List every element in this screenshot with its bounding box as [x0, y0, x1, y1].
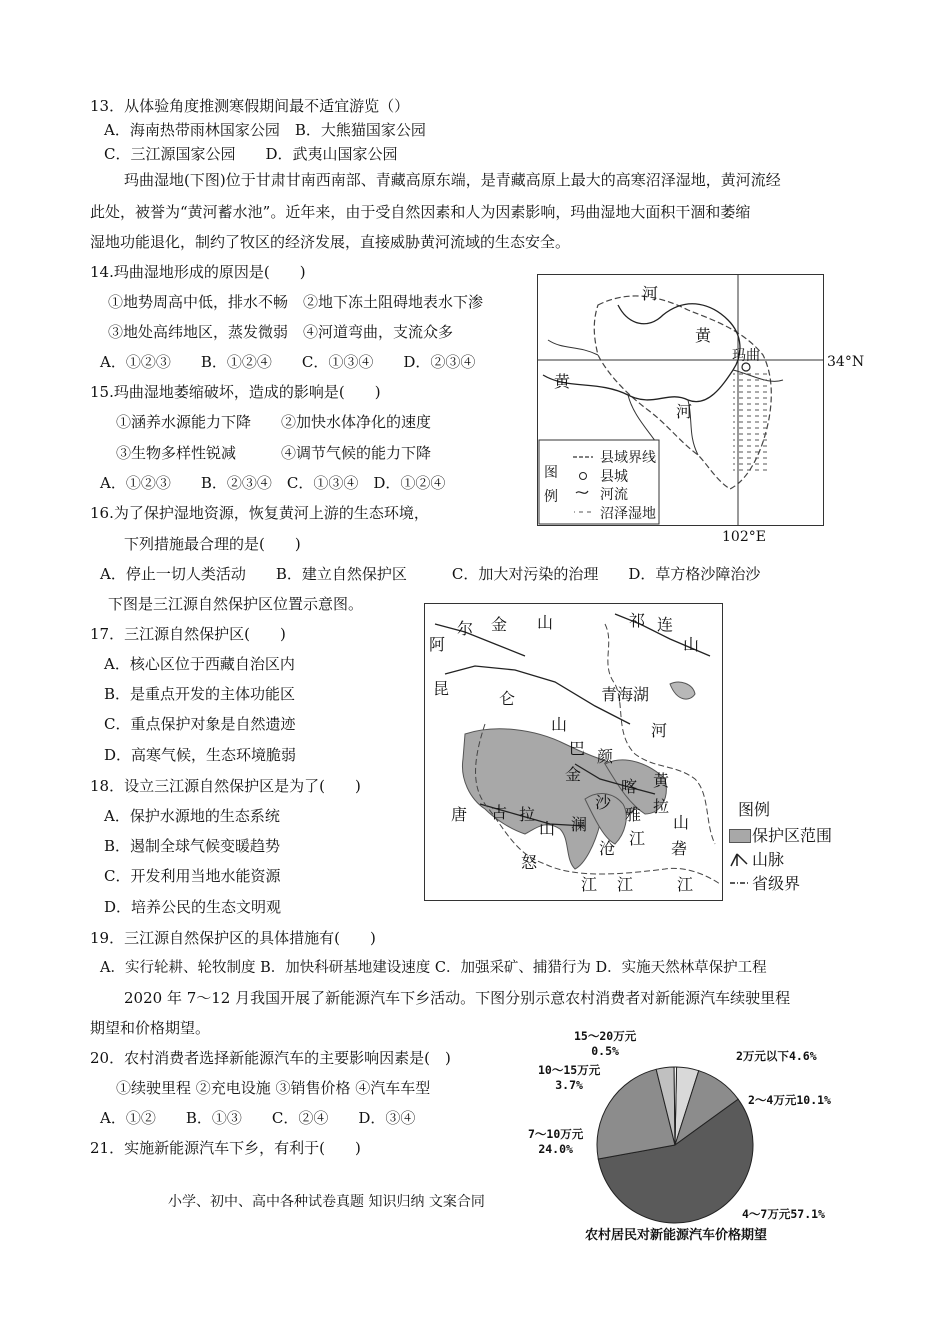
map2-label-ya: 雅 — [625, 805, 642, 824]
q15-item-line1: ①涵养水源能力下降 ②加快水体净化的速度 — [116, 413, 432, 431]
mountain-icon — [729, 852, 751, 868]
q18-option-a: A．保护水源地的生态系统 — [104, 807, 280, 825]
passage2-line2: 期望和价格期望。 — [90, 1019, 211, 1037]
map2-label-jiang-3: 江 — [581, 875, 598, 894]
q20-items: ①续驶里程 ②充电设施 ③销售价格 ④汽车车型 — [116, 1079, 431, 1097]
pie-label-10-15 — [538, 1062, 600, 1092]
map2-label-lun: 仑 — [499, 689, 516, 708]
q17-intro: 下图是三江源自然保护区位置示意图。 — [108, 595, 364, 613]
border-line-icon — [729, 878, 751, 888]
q18-option-c: C．开发利用当地水能资源 — [104, 867, 281, 885]
pie-label-15-20-cat: 15～20万元 — [574, 1029, 637, 1043]
map2-label-qinghai-lake: 青海湖 — [601, 685, 650, 704]
maqu-wetland-map — [537, 274, 824, 526]
q18-option-b: B．遏制全球气候变暖趋势 — [104, 837, 281, 855]
map1-legend-county-seat: 县城 — [600, 469, 628, 485]
map2-label-jiang-2: 江 — [677, 875, 694, 894]
q14-item-line1: ①地势周高中低，排水不畅 ②地下冻土阻碍地表水下渗 — [108, 293, 484, 311]
q14-stem: 14.玛曲湿地形成的原因是( ) — [90, 263, 306, 281]
map1-legend-county-border: 县域界线 — [600, 450, 656, 466]
map1-legend-river: 河流 — [600, 487, 628, 503]
map2-legend-border: 省级界 — [752, 874, 801, 893]
map2-label-sha: 沙 — [595, 793, 612, 812]
pie-label-under-2-cat: 2万元以下 — [736, 1049, 789, 1063]
pie-label-4-7 — [742, 1206, 825, 1222]
q16-stem: 16.为了保护湿地资源，恢复黄河上游的生态环境， — [90, 504, 429, 522]
q15-options: A．①②③ B．②③④ C．①③④ D．①②④ — [100, 474, 446, 492]
map1-legend-marsh: 沼泽湿地 — [600, 506, 656, 522]
q20-options: A．①② B．①③ C．②④ D．③④ — [100, 1109, 416, 1127]
pie-label-under-2 — [736, 1048, 817, 1064]
map2-label-long: 砻 — [671, 839, 688, 858]
map2-label-a: 阿 — [429, 635, 446, 654]
map2-label-kun: 昆 — [433, 679, 450, 698]
price-expectation-pie-chart — [590, 1060, 760, 1230]
map1-city-maqu: 玛曲 — [732, 348, 760, 364]
map2-legend-reserve: 保护区范围 — [752, 826, 833, 845]
pie-label-under-2-val: 4.6% — [788, 1049, 817, 1063]
q20-stem: 20．农村消费者选择新能源汽车的主要影响因素是( ) — [90, 1049, 451, 1067]
map2-label-jiang-4: 江 — [617, 875, 634, 894]
map2-label-tang: 唐 — [451, 805, 468, 824]
pie-label-2-4-val: 10.1% — [796, 1093, 831, 1107]
map2-label-er: 尔 — [457, 619, 474, 638]
map1-river-label-3: 黄 — [554, 372, 571, 391]
pie-label-7-10-val: 24.0% — [538, 1142, 573, 1156]
sanjiangyuan-map — [424, 603, 723, 901]
map1-legend-title: 图例 — [544, 465, 558, 505]
q17-option-b: B．是重点开发的主体功能区 — [104, 685, 296, 703]
q15-item-line2: ③生物多样性锐减 ④调节气候的能力下降 — [116, 444, 432, 462]
q17-stem: 17．三江源自然保护区( ) — [90, 625, 286, 643]
passage1-line1: 玛曲湿地(下图)位于甘肃甘南西南部、青藏高原东端，是青藏高原上最大的高寒沼泽湿地，黄河流经 — [124, 171, 781, 189]
q16-stem2: 下列措施最合理的是( ) — [124, 535, 301, 553]
pie-label-15-20-val: 0.5% — [591, 1044, 619, 1058]
pie-label-4-7-cat: 4～7万元 — [742, 1207, 791, 1221]
map2-label-shan-4: 山 — [539, 819, 556, 838]
map2-label-shan-2: 山 — [683, 635, 700, 654]
pie-label-4-7-val: 57.1% — [790, 1207, 825, 1221]
pie-label-2-4 — [748, 1092, 831, 1108]
q19-stem: 19．三江源自然保护区的具体措施有( ) — [90, 929, 376, 947]
map1-river-label-2: 黄 — [695, 326, 712, 345]
pie-label-7-10 — [528, 1126, 583, 1156]
map2-label-huang: 黄 — [653, 771, 670, 790]
map2-legend-mountain: 山脉 — [752, 850, 785, 869]
q13-options-cd: C．三江源国家公园 D．武夷山国家公园 — [104, 145, 398, 163]
map1-latitude-label: 34°N — [827, 354, 865, 370]
map2-label-shan-1: 山 — [537, 613, 554, 632]
q16-options: A．停止一切人类活动 B．建立自然保护区 C．加大对污染的治理 D．草方格沙障治沙 — [100, 565, 761, 583]
pie-label-10-15-val: 3.7% — [555, 1078, 583, 1092]
map2-label-shan-5: 山 — [673, 813, 690, 832]
q13-options-ab: A．海南热带雨林国家公园 B．大熊猫国家公园 — [104, 121, 426, 139]
map1-longitude-label: 102°E — [722, 529, 766, 545]
footer-text: 小学、初中、高中各种试卷真题 知识归纳 文案合同 — [168, 1194, 485, 1210]
q18-option-d: D．培养公民的生态文明观 — [104, 898, 282, 916]
map2-label-ba: 巴 — [569, 739, 586, 758]
pie-label-15-20 — [574, 1028, 636, 1058]
map1-river-label-1: 河 — [642, 284, 659, 303]
pie-label-10-15-cat: 10～15万元 — [538, 1063, 601, 1077]
q14-options: A．①②③ B．①②④ C．①③④ D．②③④ — [100, 353, 476, 371]
map2-label-jin-2: 金 — [565, 765, 582, 784]
map2-legend-swatch-reserve — [729, 829, 751, 843]
map2-label-la-2: 拉 — [653, 797, 670, 816]
pie-label-2-4-cat: 2～4万元 — [748, 1093, 797, 1107]
passage2-line1: 2020 年 7～12 月我国开展了新能源汽车下乡活动。下图分别示意农村消费者对新能源汽车续驶里程 — [124, 989, 791, 1007]
q13-stem: 13．从体验角度推测寒假期间最不适宜游览（） — [90, 97, 410, 115]
pie-chart-title: 农村居民对新能源汽车价格期望 — [585, 1228, 768, 1243]
q14-item-line2: ③地处高纬地区，蒸发微弱 ④河道弯曲，支流众多 — [108, 323, 454, 341]
map2-label-ka: 喀 — [621, 777, 638, 796]
q17-option-a: A．核心区位于西藏自治区内 — [104, 655, 295, 673]
map2-label-yan: 颜 — [597, 747, 614, 766]
map2-label-he: 河 — [651, 721, 668, 740]
map1-river-label-4: 河 — [676, 402, 693, 421]
q19-options: A．实行轮耕、轮牧制度 B．加快科研基地建设速度 C．加强采矿、捕猎行为 D．实施天然林草保护工程 — [100, 960, 767, 976]
q18-stem: 18．设立三江源自然保护区是为了( ) — [90, 777, 361, 795]
passage1-line3: 湿地功能退化，制约了牧区的经济发展，直接威胁黄河流域的生态安全。 — [90, 233, 571, 251]
map2-label-lan: 澜 — [571, 815, 588, 834]
q17-option-d: D．高寒气候，生态环境脆弱 — [104, 746, 297, 764]
map2-label-jiang-1: 江 — [629, 829, 646, 848]
map2-legend-title: 图例 — [738, 800, 771, 819]
q17-option-c: C．重点保护对象是自然遗迹 — [104, 715, 296, 733]
map2-label-shan-3: 山 — [551, 715, 568, 734]
map2-label-la: 拉 — [519, 805, 536, 824]
q15-stem: 15.玛曲湿地萎缩破坏，造成的影响是( ) — [90, 383, 381, 401]
map2-label-qi: 祁 — [629, 611, 646, 630]
map2-label-gu: 古 — [491, 803, 508, 822]
map2-label-jin: 金 — [491, 615, 508, 634]
map2-label-cang: 沧 — [599, 839, 616, 858]
pie-label-7-10-cat: 7～10万元 — [528, 1127, 584, 1141]
q21-stem: 21．实施新能源汽车下乡，有利于( ) — [90, 1139, 361, 1157]
map2-label-lian: 连 — [657, 615, 674, 634]
passage1-line2: 此处，被誉为“黄河蓄水池”。近年来，由于受自然因素和人为因素影响，玛曲湿地大面积干涸和萎缩 — [90, 203, 751, 221]
map2-label-nu: 怒 — [521, 853, 538, 872]
